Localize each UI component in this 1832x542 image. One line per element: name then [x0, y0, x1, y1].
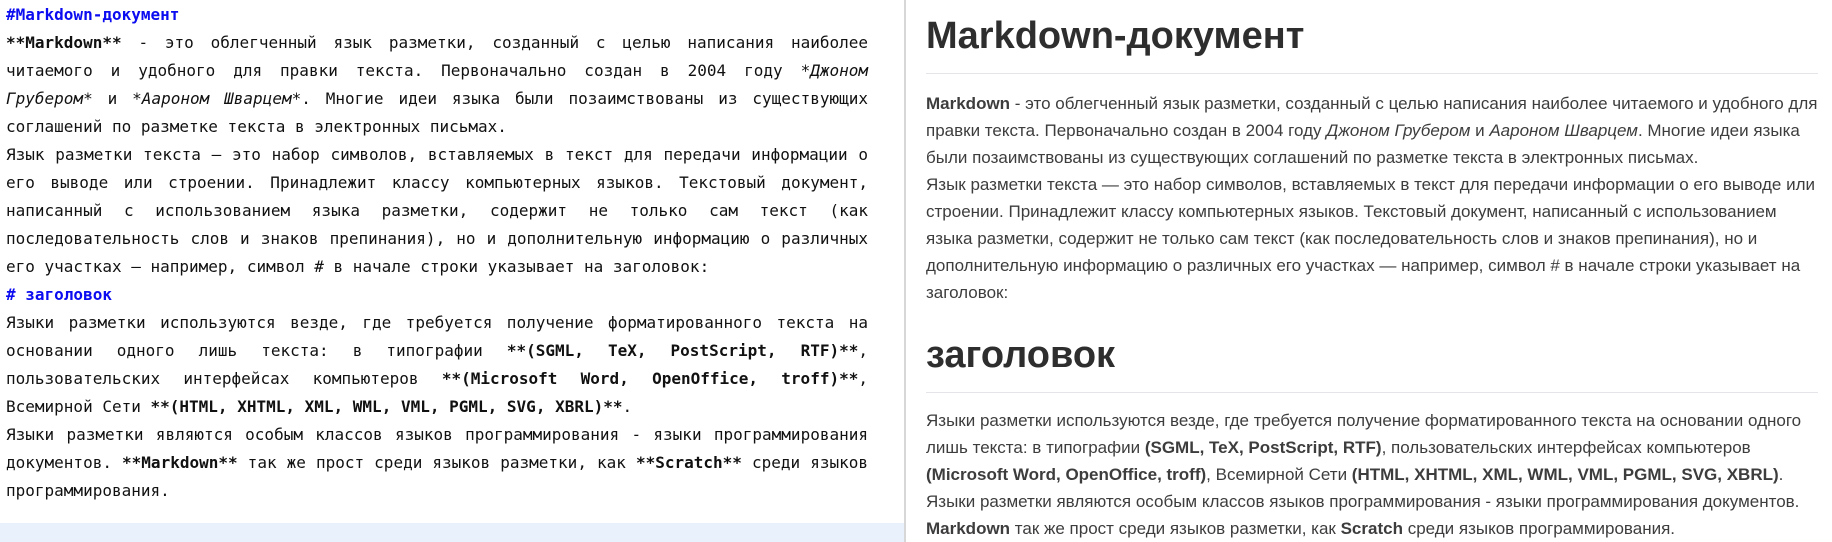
text-segment-plain: . Многие идеи языка были позаимствованы из существующих соглашений по разметке текста в электронных письмах.	[926, 121, 1800, 167]
text-segment-plain: .	[622, 397, 633, 416]
text-segment-plain: - это облегченный язык разметки, созданный с целью написания наиболее читаемого и удобного для правки текста. Первоначально создан в 2004 году	[6, 33, 868, 80]
text-segment-plain: среди языков программирования.	[6, 453, 869, 500]
text-segment-plain: Языки разметки являются особым классов языков программирования - языки программирования документов.	[926, 492, 1800, 511]
markdown-preview[interactable]	[906, 0, 1832, 542]
markdown-source-editor[interactable]	[0, 0, 904, 542]
text-segment-plain: Языки разметки являются особым классов языков программирования - языки программирования документов.	[6, 425, 868, 472]
text-segment-bold: (SGML, TeX, PostScript, RTF)	[1144, 438, 1382, 457]
text-segment-plain: среди языков программирования.	[1402, 519, 1676, 538]
text-segment-bold: (Microsoft Word, OpenOffice, troff)	[926, 465, 1207, 484]
text-segment-plain: #Markdown-документ	[6, 5, 180, 24]
text-segment-plain: - это облегченный язык разметки, созданный с целью написания наиболее читаемого и удобного для правки текста. Первоначально создан в 2004 году	[926, 94, 1818, 140]
text-segment-bold: Markdown	[926, 94, 1011, 113]
text-segment-bold: Scratch	[1340, 519, 1403, 538]
text-segment-italic: Аароном Шварцем	[1489, 121, 1638, 140]
text-segment-plain: , Всемирной Сети	[6, 369, 868, 416]
text-segment-italic: *Аароном Шварцем*	[132, 89, 302, 108]
text-segment-italic: Джоном Грубером	[1326, 121, 1471, 140]
text-segment-plain: Язык разметки текста — это набор символов, вставляемых в текст для передачи информации о его выводе или строении. Принадлежит классу компьютерных языков. Текстовый документ, написанный с использованием языка разметки, содержит не только сам текст (как последовательность слов и знаков препинания), но и дополнительную информацию о различных его участках — например, символ # в начале строки указывает на заголовок:	[6, 145, 868, 276]
source-h1-line[interactable]	[6, 1, 868, 29]
text-segment-bold: **Scratch**	[635, 453, 742, 472]
text-segment-plain: и	[92, 89, 133, 108]
text-segment-plain: и	[1470, 121, 1490, 140]
text-segment-plain: , пользовательских интерфейсах компьютеров	[1381, 438, 1751, 457]
text-segment-plain: . Многие идеи языка были позаимствованы из существующих соглашений по разметке текста в электронных письмах.	[6, 89, 868, 136]
preview-paragraph	[926, 90, 1818, 306]
text-segment-bold: Markdown	[926, 519, 1011, 538]
text-segment-plain: Языки разметки используются везде, где требуется получение форматированного текста на основании одного лишь текста: в типографии	[926, 411, 1802, 457]
text-segment-plain: так же прост среди языков разметки, как	[237, 453, 636, 472]
source-paragraph[interactable]	[6, 309, 868, 421]
text-segment-italic: *Джоном Грубером*	[6, 61, 868, 108]
text-segment-bold: **Markdown**	[122, 453, 238, 472]
text-segment-plain: так же прост среди языков разметки, как	[1010, 519, 1341, 538]
preview-h1-subheading: заголовок	[926, 332, 1818, 393]
active-line-highlight	[0, 523, 904, 542]
preview-paragraph	[926, 407, 1818, 542]
source-paragraph[interactable]	[6, 29, 868, 141]
text-segment-bold: **(HTML, XHTML, XML, WML, VML, PGML, SVG, XBRL)**	[150, 397, 623, 416]
text-segment-plain: , пользовательских интерфейсах компьютеров	[6, 341, 869, 388]
source-paragraph[interactable]	[6, 141, 868, 281]
text-segment-bold: **(Microsoft Word, OpenOffice, troff)**	[441, 369, 859, 388]
source-h1-line[interactable]	[6, 281, 868, 309]
text-segment-bold: (HTML, XHTML, XML, WML, VML, PGML, SVG, XBRL)	[1351, 465, 1779, 484]
text-segment-plain: , Всемирной Сети	[1206, 465, 1352, 484]
text-segment-plain: Языки разметки используются везде, где требуется получение форматированного текста на основании одного лишь текста: в типографии	[6, 313, 868, 360]
text-segment-plain: # заголовок	[6, 285, 112, 304]
text-segment-bold: **(SGML, TeX, PostScript, RTF)**	[506, 341, 859, 360]
text-segment-bold: **Markdown**	[6, 33, 122, 52]
source-paragraph[interactable]	[6, 421, 868, 505]
preview-h1-title: Markdown-документ	[926, 13, 1818, 74]
text-segment-plain: .	[1778, 465, 1784, 484]
text-segment-plain: Язык разметки текста — это набор символов, вставляемых в текст для передачи информации о его выводе или строении. Принадлежит классу компьютерных языков. Текстовый документ, написанный с использованием языка разметки, содержит не только сам текст (как последовательность слов и знаков препинания), но и дополнительную информацию о различных его участках — например, символ # в начале строки указывает на заголовок:	[926, 175, 1816, 302]
